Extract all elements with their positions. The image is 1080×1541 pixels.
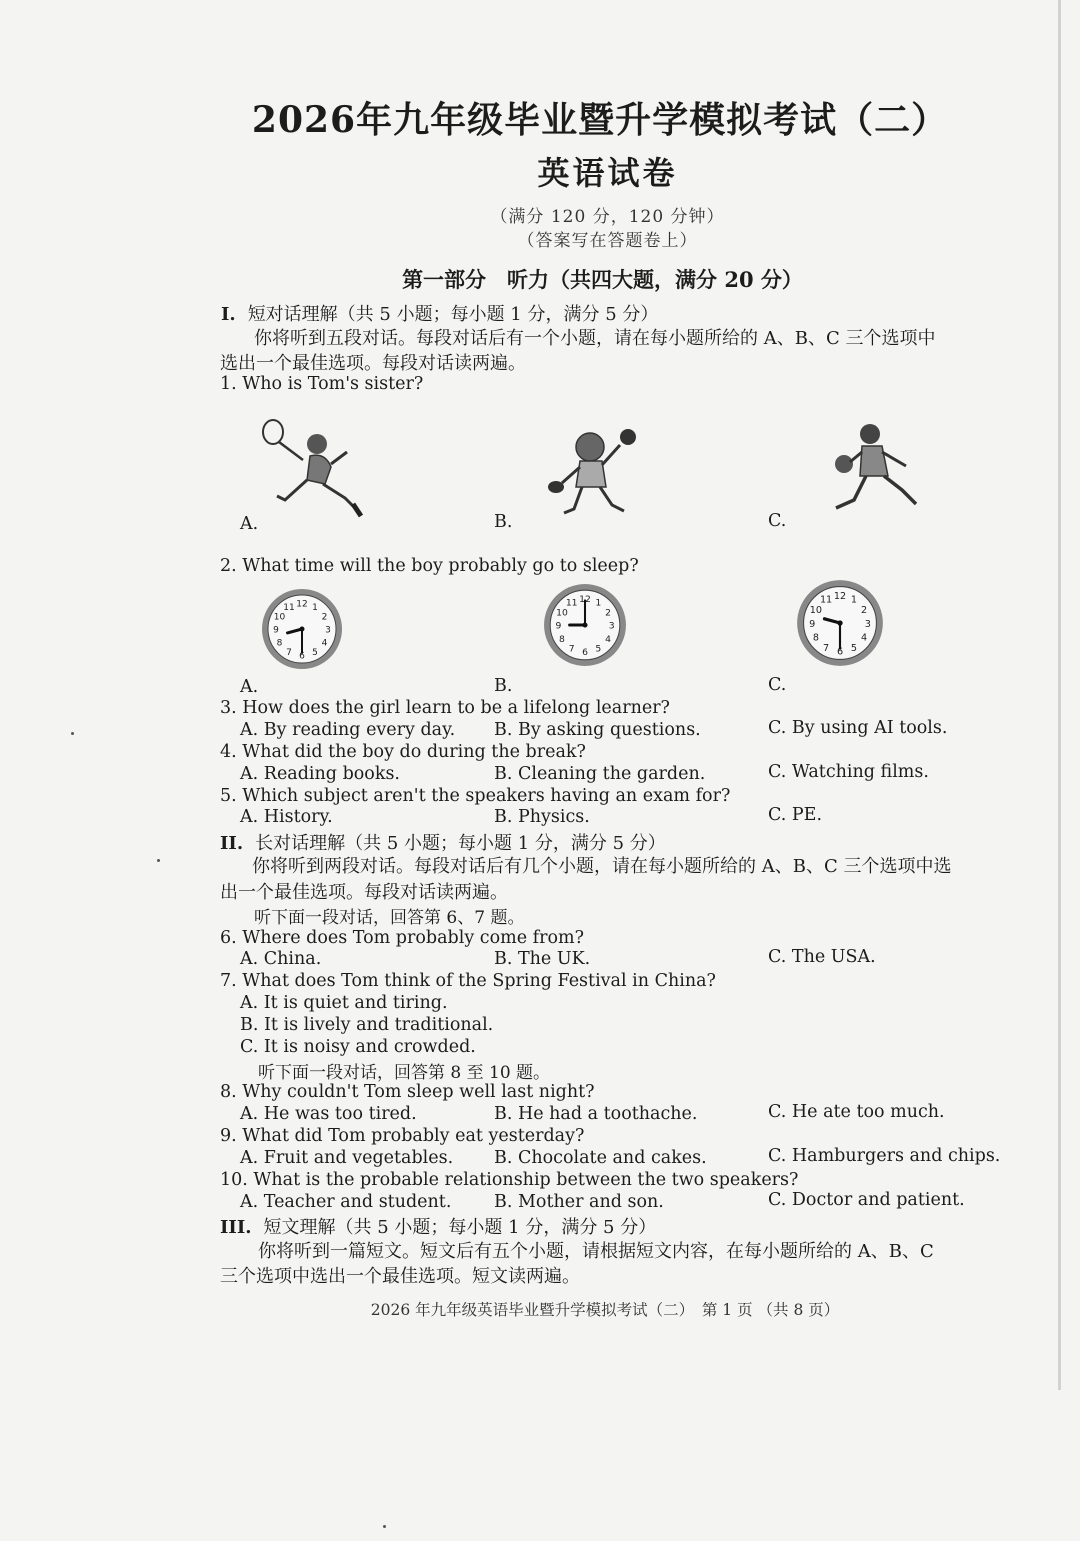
clock-numeral: 6 <box>836 646 844 658</box>
q4-option-b: B. Cleaning the garden. <box>494 764 706 784</box>
q6-option-a: A. China. <box>240 949 322 969</box>
scan-speck <box>383 1525 386 1528</box>
q1-option-a: A. <box>240 514 259 534</box>
clock-numeral: 2 <box>605 607 611 619</box>
scan-speck <box>157 859 160 862</box>
q10-option-c: C. Doctor and patient. <box>768 1190 965 1210</box>
q3-option-b: B. By asking questions. <box>494 720 701 740</box>
q2-option-a: A. <box>240 677 259 697</box>
exam-subtitle: 英语试卷 <box>537 154 678 192</box>
badminton-player-icon <box>255 412 375 522</box>
section1-instruction-cont: 选出一个最佳选项。每段对话读两遍。 <box>220 353 526 374</box>
clock-numeral: 4 <box>861 632 868 644</box>
clock-numeral: 9 <box>555 620 562 632</box>
page-footer: 2026 年九年级英语毕业暨升学模拟考试（二） 第 1 页 （共 8 页） <box>370 1301 840 1319</box>
q2-option-b: B. <box>494 676 513 696</box>
question-9: 9. What did Tom probably eat yesterday? <box>220 1126 585 1146</box>
q3-option-c: C. By using AI tools. <box>768 718 948 738</box>
q9-option-c: C. Hamburgers and chips. <box>768 1146 1001 1166</box>
table-tennis-player-icon <box>540 425 640 520</box>
clock-numeral: 10 <box>809 604 823 616</box>
clock-numeral: 4 <box>321 638 328 649</box>
q7-option-b: B. It is lively and traditional. <box>240 1015 494 1035</box>
clock-numeral: 11 <box>565 597 578 609</box>
q5-option-a: A. History. <box>240 807 333 827</box>
q1-option-b: B. <box>494 512 513 532</box>
section2-title: 长对话理解（共 5 小题；每小题 1 分，满分 5 分） <box>255 833 666 854</box>
clock-numeral: 5 <box>312 648 318 658</box>
q7-option-c: C. It is noisy and crowded. <box>240 1037 476 1057</box>
q9-option-b: B. Chocolate and cakes. <box>494 1148 707 1168</box>
section1-instruction: 你将听到五段对话。每段对话后有一个小题，请在每小题所给的 A、B、C 三个选项中 <box>254 328 936 349</box>
listen-instruction-8-10: 听下面一段对话，回答第 8 至 10 题。 <box>258 1063 551 1083</box>
section1-number: I. <box>221 304 236 325</box>
clock-numeral: 7 <box>823 642 830 654</box>
clock-numeral: 11 <box>819 594 833 606</box>
clock-center <box>582 622 587 627</box>
clock-center <box>300 627 305 632</box>
q7-option-a: A. It is quiet and tiring. <box>240 993 448 1013</box>
clock-numeral: 4 <box>605 633 611 645</box>
listen-instruction-6-7: 听下面一段对话，回答第 6、7 题。 <box>254 908 525 928</box>
section3-title: 短文理解（共 5 小题；每小题 1 分，满分 5 分） <box>263 1217 657 1238</box>
clock-numeral: 8 <box>559 633 565 645</box>
section3-number: III. <box>220 1217 252 1238</box>
clock-numeral: 10 <box>273 612 286 623</box>
q10-option-a: A. Teacher and student. <box>240 1192 452 1212</box>
clock-numeral: 1 <box>595 597 602 609</box>
clock-numeral: 7 <box>286 648 292 658</box>
clock-numeral: 10 <box>556 607 568 619</box>
section1-title: 短对话理解（共 5 小题；每小题 1 分，满分 5 分） <box>247 304 659 325</box>
section1-heading <box>221 300 658 326</box>
q4-option-c: C. Watching films. <box>768 762 929 782</box>
clock-a-icon <box>260 587 344 671</box>
q8-option-a: A. He was too tired. <box>240 1104 417 1124</box>
q8-option-b: B. He had a toothache. <box>494 1104 698 1124</box>
clock-numeral: 8 <box>276 638 283 649</box>
question-3: 3. How does the girl learn to be a lifelong learner? <box>220 698 670 718</box>
section2-instruction: 你将听到两段对话。每段对话后有几个小题，请在每小题所给的 A、B、C 三个选项中选 <box>252 856 952 877</box>
scan-speck <box>71 732 74 735</box>
q3-option-a: A. By reading every day. <box>240 720 456 740</box>
q5-option-c: C. PE. <box>768 805 823 825</box>
exam-title: 2026年九年级毕业暨升学模拟考试（二） <box>251 99 949 141</box>
clock-b-icon <box>542 582 628 668</box>
section3-instruction: 你将听到一篇短文。短文后有五个小题，请根据短文内容，在每小题所给的 A、B、C <box>258 1241 934 1262</box>
clock-numeral: 8 <box>812 632 819 644</box>
clock-numeral: 5 <box>595 643 602 655</box>
clock-numeral: 2 <box>321 612 328 623</box>
clock-c-icon <box>795 578 885 668</box>
question-1: 1. Who is Tom's sister? <box>220 374 424 394</box>
question-2: 2. What time will the boy probably go to sleep? <box>220 556 639 576</box>
q5-option-b: B. Physics. <box>494 807 590 827</box>
clock-numeral: 3 <box>325 625 331 636</box>
clock-numeral: 1 <box>850 594 857 606</box>
clock-numeral: 9 <box>273 625 279 636</box>
clock-numeral: 9 <box>809 618 816 630</box>
clock-numeral: 3 <box>864 618 871 630</box>
part1-title: 第一部分 听力（共四大题，满分 20 分） <box>402 267 803 292</box>
q4-option-a: A. Reading books. <box>240 764 400 784</box>
clock-numeral: 12 <box>296 599 308 610</box>
q10-option-b: B. Mother and son. <box>494 1192 664 1212</box>
clock-numeral: 12 <box>833 590 847 602</box>
section3-heading <box>220 1213 656 1239</box>
clock-numeral: 3 <box>608 620 615 632</box>
question-8: 8. Why couldn't Tom sleep well last night? <box>220 1082 595 1102</box>
q2-option-c: C. <box>768 675 787 695</box>
clock-numeral: 11 <box>283 603 295 613</box>
clock-numeral: 1 <box>312 603 318 613</box>
q1-option-c: C. <box>768 511 787 531</box>
question-5: 5. Which subject aren't the speakers having an exam for? <box>220 786 731 806</box>
q9-option-a: A. Fruit and vegetables. <box>240 1148 454 1168</box>
clock-numeral: 7 <box>568 643 575 655</box>
q6-option-b: B. The UK. <box>494 949 591 969</box>
score-note: （满分 120 分，120 分钟） <box>490 207 725 227</box>
basketball-player-icon <box>828 420 928 520</box>
clock-numeral: 2 <box>861 604 868 616</box>
answer-note: （答案写在答题卷上） <box>517 231 698 251</box>
q8-option-c: C. He ate too much. <box>768 1102 945 1122</box>
question-10: 10. What is the probable relationship between the two speakers? <box>220 1170 799 1190</box>
question-6: 6. Where does Tom probably come from? <box>220 928 584 948</box>
section2-instruction-cont: 出一个最佳选项。每段对话读两遍。 <box>220 882 508 903</box>
clock-numeral: 6 <box>299 651 305 662</box>
question-4: 4. What did the boy do during the break? <box>220 742 586 762</box>
clock-numeral: 5 <box>850 642 857 654</box>
section2-number: II. <box>220 833 244 854</box>
q6-option-c: C. The USA. <box>768 947 876 967</box>
clock-numeral: 12 <box>579 593 591 605</box>
clock-center <box>837 620 842 625</box>
section3-instruction-cont: 三个选项中选出一个最佳选项。短文读两遍。 <box>220 1266 580 1287</box>
question-7: 7. What does Tom think of the Spring Festival in China? <box>220 971 716 991</box>
clock-numeral: 6 <box>582 647 588 659</box>
